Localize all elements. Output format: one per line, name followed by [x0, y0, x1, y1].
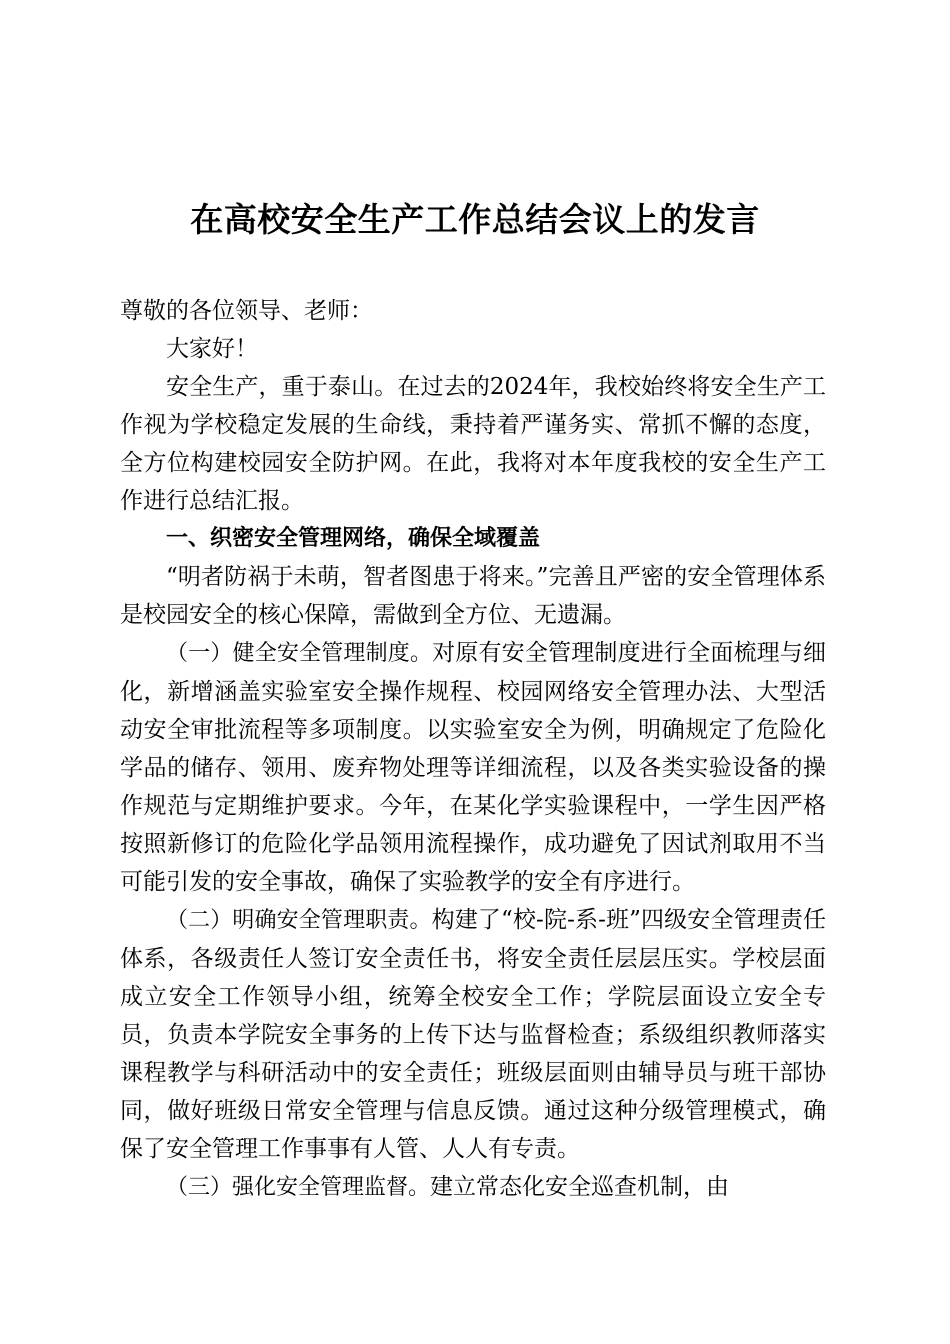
document-body: [120, 292, 826, 1207]
item-paragraph-1: [120, 634, 826, 901]
item-text-2: 构建了“校-院-系-班”四级安全管理责任体系，各级责任人签订安全责任书，将安全责任层层压实。学校层面成立安全工作领导小组，统筹全校安全工作；学院层面设立安全专员，负责本学院安全事务的上传下达与监督检查；系级组织教师落实课程教学与科研活动中的安全责任；班级层面则由辅导员与班干部协同，做好班级日常安全管理与信息反馈。通过这种分级管理模式，确保了安全管理工作事事有人管、人人有专责。: [120, 907, 826, 1162]
greeting: 大家好！: [166, 336, 258, 362]
salutation: 尊敬的各位领导、老师：: [120, 298, 373, 324]
item-paragraph-2: [120, 901, 826, 1168]
item-text-1: 对原有安全管理制度进行全面梳理与细化，新增涵盖实验室安全操作规程、校园网络安全管理办法、大型活动安全审批流程等多项制度。以实验室安全为例，明确规定了危险化学品的储存、领用、废弃物处理等详细流程，以及各类实验设备的操作规范与定期维护要求。今年，在某化学实验课程中，一学生因严格按照新修订的危险化学品领用流程操作，成功避免了因试剂取用不当可能引发的安全事故，确保了实验教学的安全有序进行。: [120, 640, 826, 895]
section-heading: 一、织密安全管理网络，确保全域覆盖: [166, 526, 541, 551]
section-quote-paragraph: “明者防祸于未萌，智者图患于将来。”完善且严密的安全管理体系是校园安全的核心保障，需做到全方位、无遗漏。: [120, 564, 826, 628]
item-paragraph-3: [120, 1168, 826, 1207]
intro-paragraph: 安全生产，重于泰山。在过去的2024年，我校始终将安全生产工作视为学校稳定发展的生命线，秉持着严谨务实、常抓不懈的态度，全方位构建校园安全防护网。在此，我将对本年度我校的安全生产工作进行总结汇报。: [120, 374, 826, 514]
item-lead-2: （二）明确安全管理职责。: [166, 908, 432, 933]
item-text-3: 建立常态化安全巡查机制，由: [430, 1174, 730, 1200]
document-title: 在高校安全生产工作总结会议上的发言: [190, 200, 760, 239]
item-lead-3: （三）强化安全管理监督。: [166, 1175, 431, 1200]
item-lead-1: （一）健全安全管理制度。: [166, 641, 433, 666]
